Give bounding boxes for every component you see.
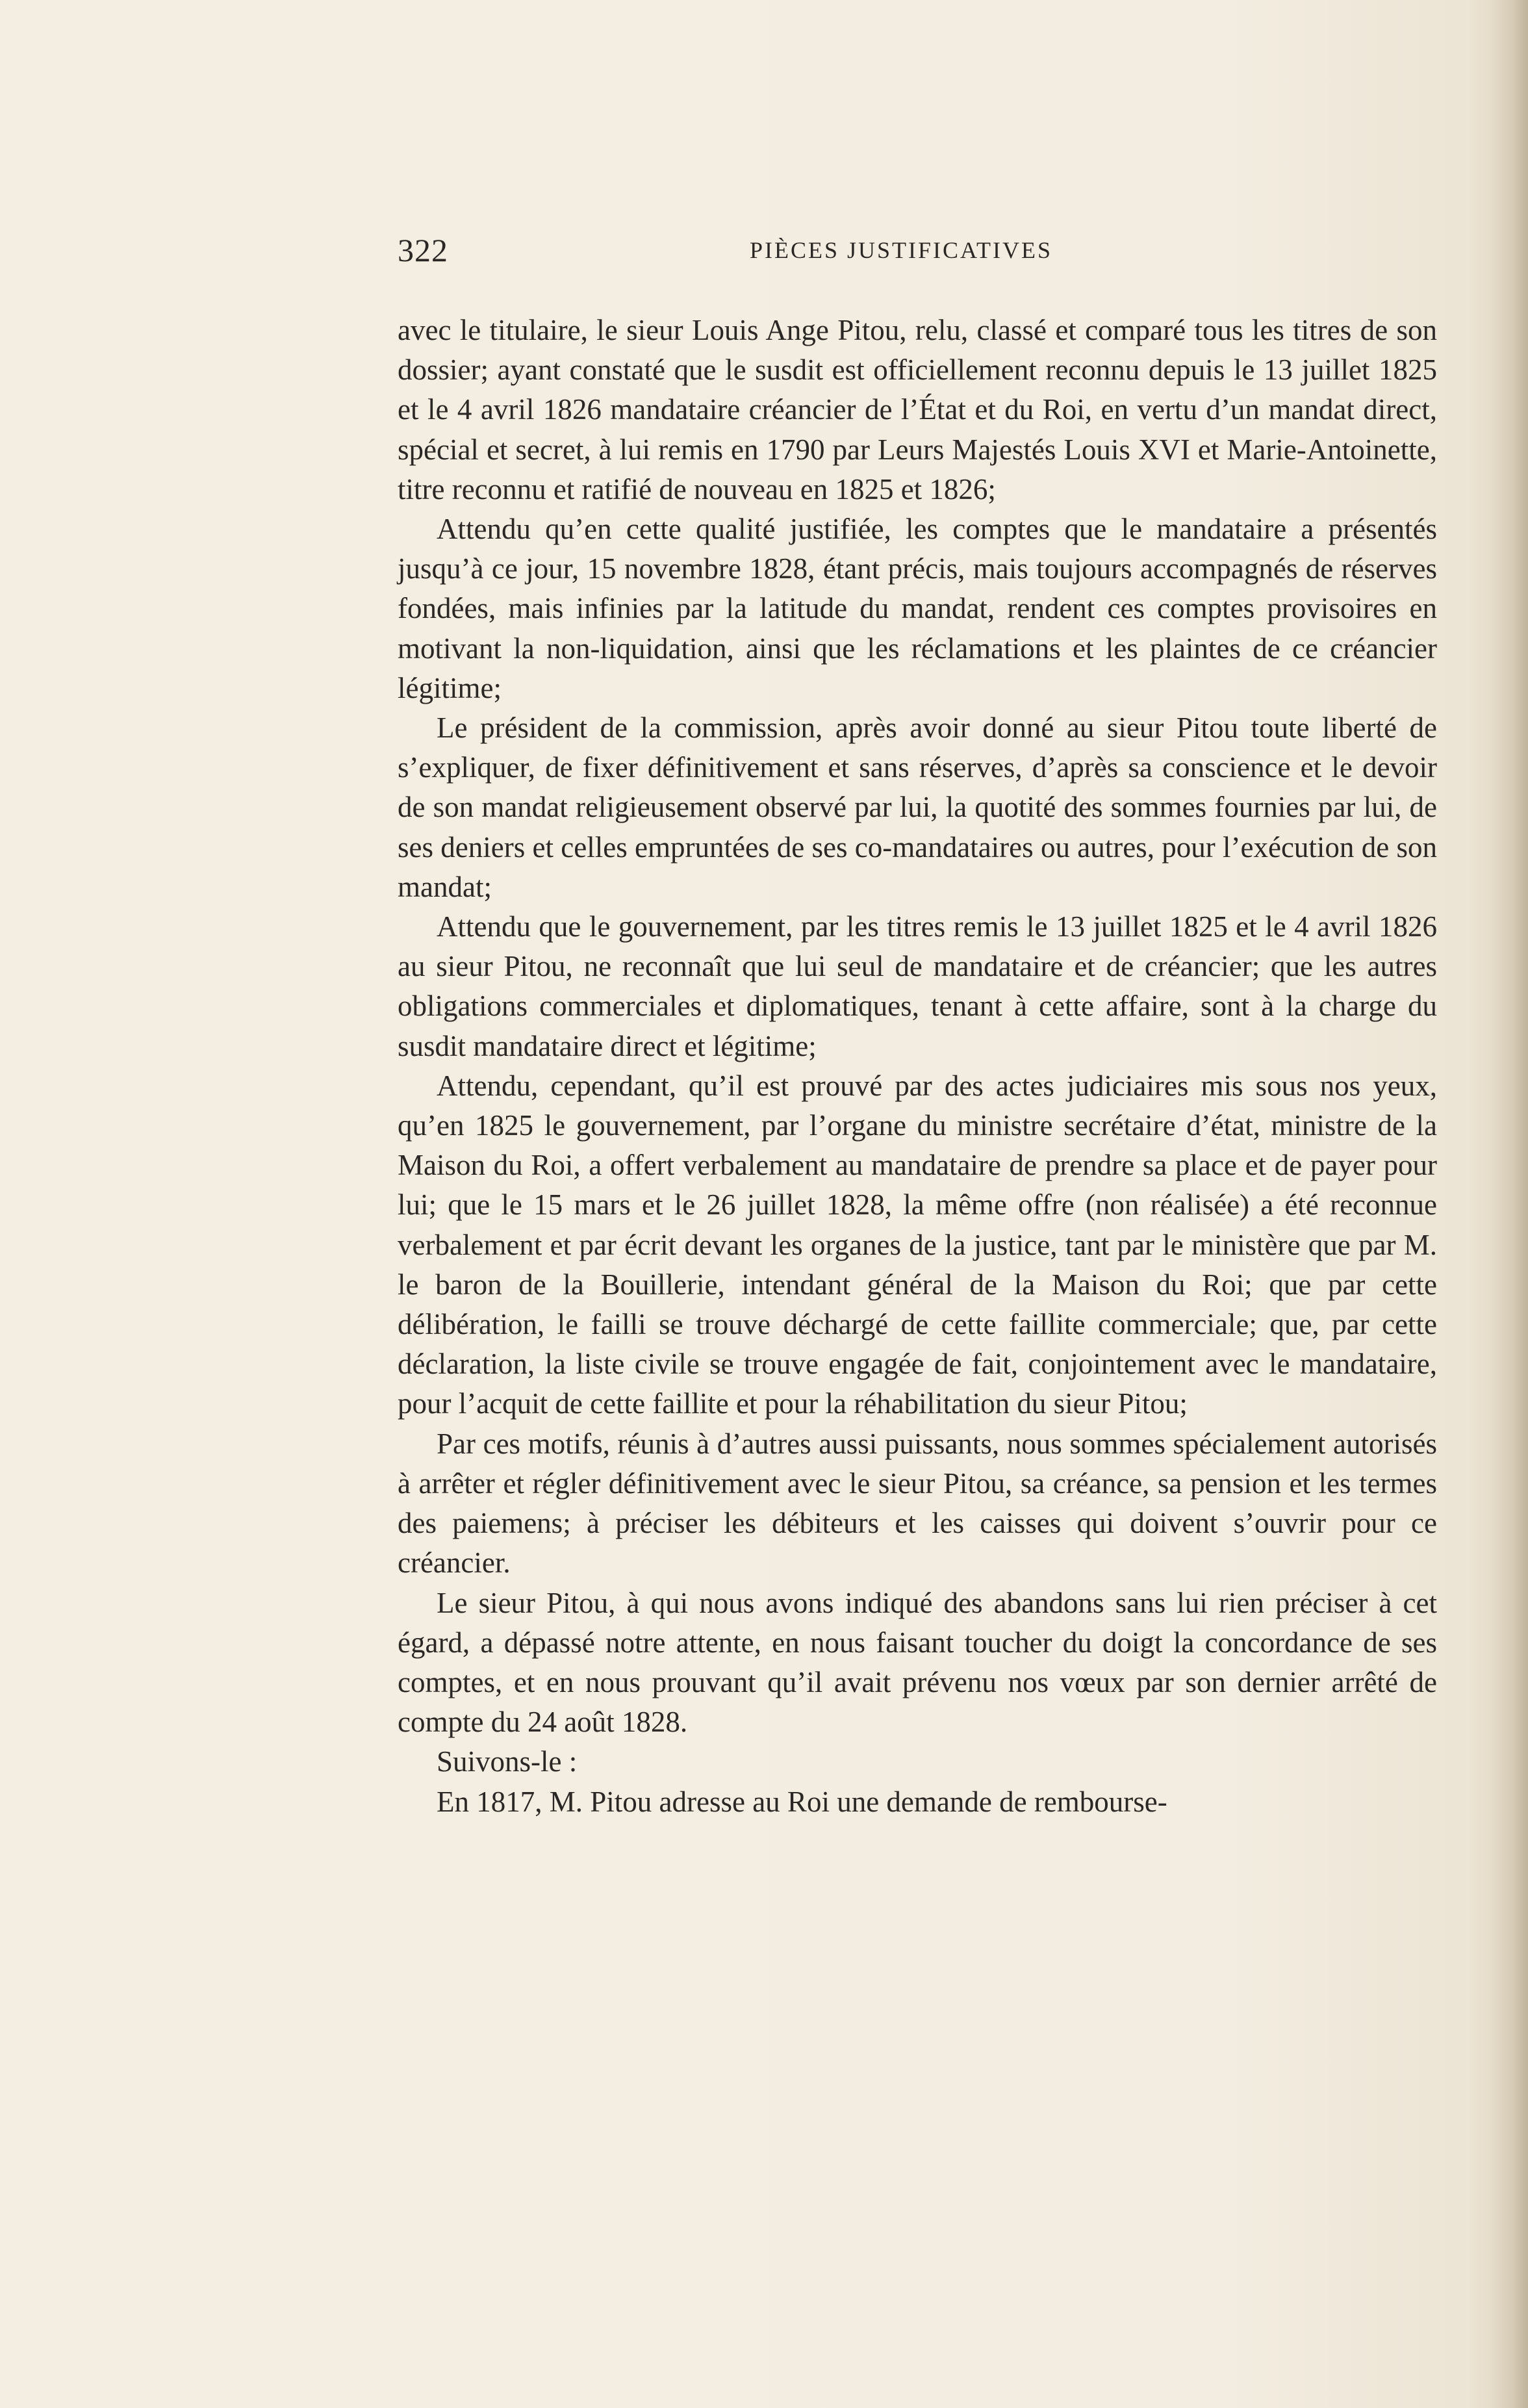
page-header: [398, 231, 1086, 283]
paragraph-4: Attendu que le gouvernement, par les titres remis le 13 juillet 1825 et le 4 avril 1826 au sieur Pitou, ne reconnaît que lui seul de mandataire et de créancier; que les autres obligations commerciales et diplomatiques, tenant à cette affaire, sont à la charge du susdit mandataire direct et légitime;: [398, 910, 1437, 1062]
paragraph-8: Suivons-le :: [437, 1745, 578, 1778]
paragraph-2: Attendu qu’en cette qualité justifiée, les comptes que le mandataire a présentés jusqu’à ce jour, 15 novembre 1828, étant précis, mais toujours accompagnés de réserves fondées, mais infinies par la latitude du mandat, rendent ces comptes provisoires en motivant la non-liquidation, ainsi que les réclamations et les plaintes de ce créancier légitime;: [398, 513, 1437, 704]
running-title: PIÈCES JUSTIFICATIVES: [750, 237, 1053, 263]
page-edge-shadow: [1489, 0, 1528, 2408]
body-text: [398, 311, 1437, 1822]
paragraph-9: En 1817, M. Pitou adresse au Roi une demande de rembourse-: [437, 1785, 1167, 1818]
paragraph-7: Le sieur Pitou, à qui nous avons indiqué des abandons sans lui rien préciser à cet égard, a dépassé notre attente, en nous faisant toucher du doigt la concordance de ses comptes, et en nous prouvant qu’il avait prévenu nos vœux par son dernier arrêté de compte du 24 août 1828.: [398, 1586, 1437, 1739]
paragraph-5: Attendu, cependant, qu’il est prouvé par des actes judiciaires mis sous nos yeux, qu’en 1825 le gouvernement, par l’organe du ministre secrétaire d’état, ministre de la Maison du Roi, a offert verbalement au mandataire de prendre sa place et de payer pour lui; que le 15 mars et le 26 juillet 1828, la même offre (non réalisée) a été reconnue verbalement et par écrit devant les organes de la justice, tant par le ministère que par M. le baron de la Bouillerie, intendant général de la Maison du Roi; que par cette délibération, le failli se trouve déchargé de cette faillite commerciale; que, par cette déclaration, la liste civile se trouve engagée de fait, conjointement avec le mandataire, pour l’acquit de cette faillite et pour la réhabilitation du sieur Pitou;: [398, 1069, 1437, 1420]
paragraph-3: Le président de la commission, après avoir donné au sieur Pitou toute liberté de s’expliquer, de fixer définitivement et sans réserves, d’après sa conscience et le devoir de son mandat religieusement observé par lui, la quotité des sommes fournies par lui, de ses deniers et celles empruntées de ses co-mandataires ou autres, pour l’exécution de son mandat;: [398, 711, 1437, 903]
paragraph-1: avec le titulaire, le sieur Louis Ange Pitou, relu, classé et comparé tous les titres de son dossier; ayant constaté que le susdit est officiellement reconnu depuis le 13 juillet 1825 et le 4 avril 1826 mandataire créancier de l’État et du Roi, en vertu d’un mandat direct, spécial et secret, à lui remis en 1790 par Leurs Majestés Louis XVI et Marie-Antoinette, titre reconnu et ratifié de nouveau en 1825 et 1826;: [398, 314, 1437, 506]
page-number: 322: [398, 232, 448, 268]
paragraph-6: Par ces motifs, réunis à d’autres aussi puissants, nous sommes spécialement autorisés à arrêter et régler définitivement avec le sieur Pitou, sa créance, sa pension et les termes des paiemens; à préciser les débiteurs et les caisses qui doivent s’ouvrir pour ce créancier.: [398, 1427, 1437, 1580]
